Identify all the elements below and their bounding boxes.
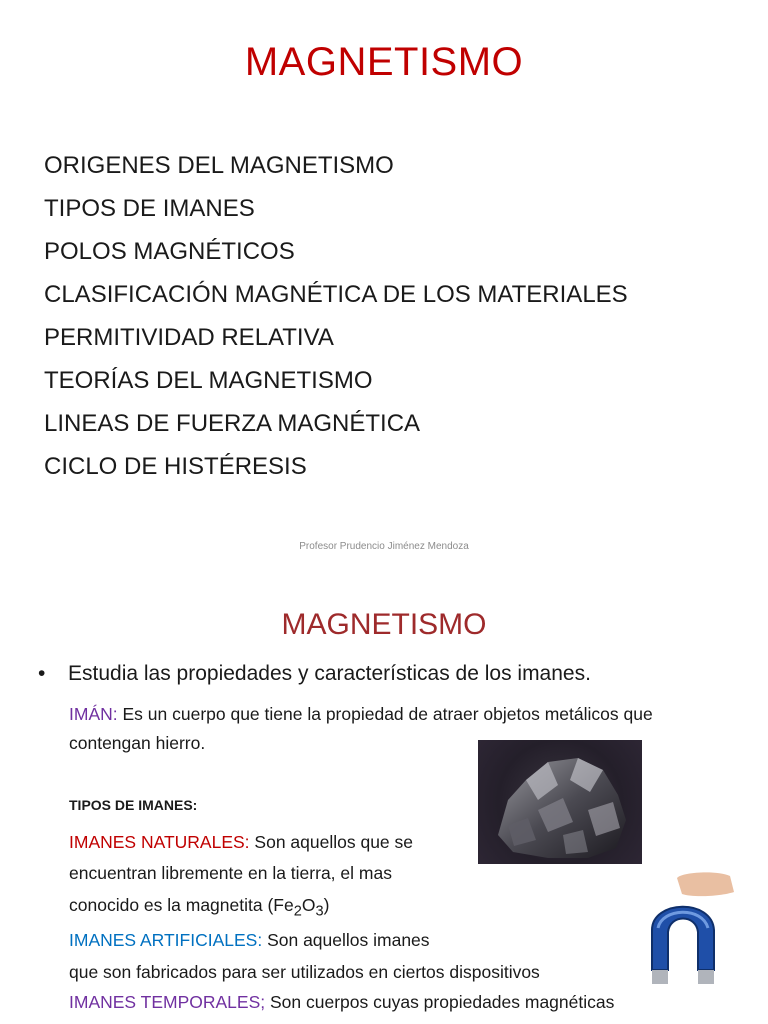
topic-item: CICLO DE HISTÉRESIS xyxy=(44,453,307,480)
artificiales-label: IMANES ARTIFICIALES: xyxy=(69,930,263,950)
topic-item: TIPOS DE IMANES xyxy=(44,195,255,222)
subscript-2: 2 xyxy=(293,903,302,920)
iman-text: Es un cuerpo que tiene la propiedad de atraer objetos metálicos que xyxy=(117,704,653,724)
bullet-item xyxy=(38,662,591,686)
tipos-heading: TIPOS DE IMANES: xyxy=(69,797,198,813)
topic-list xyxy=(44,144,628,488)
bullet-text: Estudia las propiedades y características de los imanes. xyxy=(68,662,591,685)
topic-item: ORIGENES DEL MAGNETISMO xyxy=(44,152,394,179)
temporales-text: Son cuerpos cuyas propiedades magnéticas xyxy=(265,992,615,1012)
topic-item: POLOS MAGNÉTICOS xyxy=(44,238,295,265)
naturales-text-a: conocido es la magnetita (Fe xyxy=(69,895,294,915)
topic-item: CLASIFICACIÓN MAGNÉTICA DE LOS MATERIALES xyxy=(44,281,628,308)
bullet-dot: • xyxy=(38,662,46,685)
horseshoe-magnet-image xyxy=(622,870,752,994)
subscript-3: 3 xyxy=(315,903,324,920)
naturales-line-3 xyxy=(69,895,329,920)
slide-2-title: MAGNETISMO xyxy=(281,608,487,641)
iman-label: IMÁN: xyxy=(69,704,118,724)
iman-definition-line-1 xyxy=(69,704,653,725)
magnetite-image xyxy=(478,740,642,864)
artificiales-line-2: que son fabricados para ser utilizados en ciertos dispositivos xyxy=(69,962,540,982)
iman-definition-line-2: contengan hierro. xyxy=(69,733,206,753)
naturales-text-c: ) xyxy=(323,895,330,915)
topic-item: PERMITIVIDAD RELATIVA xyxy=(44,324,334,351)
temporales-line-1 xyxy=(69,992,614,1013)
naturales-label: IMANES NATURALES: xyxy=(69,832,250,852)
slide-footer: Profesor Prudencio Jiménez Mendoza xyxy=(299,541,469,552)
topic-item: TEORÍAS DEL MAGNETISMO xyxy=(44,367,373,394)
naturales-text: Son aquellos que se xyxy=(249,832,414,852)
artificiales-line-1 xyxy=(69,930,430,951)
naturales-line-1 xyxy=(69,832,413,853)
slide-2 xyxy=(0,570,768,1024)
topic-item: LINEAS DE FUERZA MAGNÉTICA xyxy=(44,410,421,437)
temporales-label: IMANES TEMPORALES; xyxy=(69,992,266,1012)
naturales-line-2: encuentran libremente en la tierra, el mas xyxy=(69,863,392,883)
slide-1-title: MAGNETISMO xyxy=(244,40,524,84)
magnetite-rock-icon xyxy=(478,740,642,864)
artificiales-text: Son aquellos imanes xyxy=(262,930,430,950)
naturales-text-b: O xyxy=(301,895,316,915)
horseshoe-magnet-icon xyxy=(622,870,752,994)
